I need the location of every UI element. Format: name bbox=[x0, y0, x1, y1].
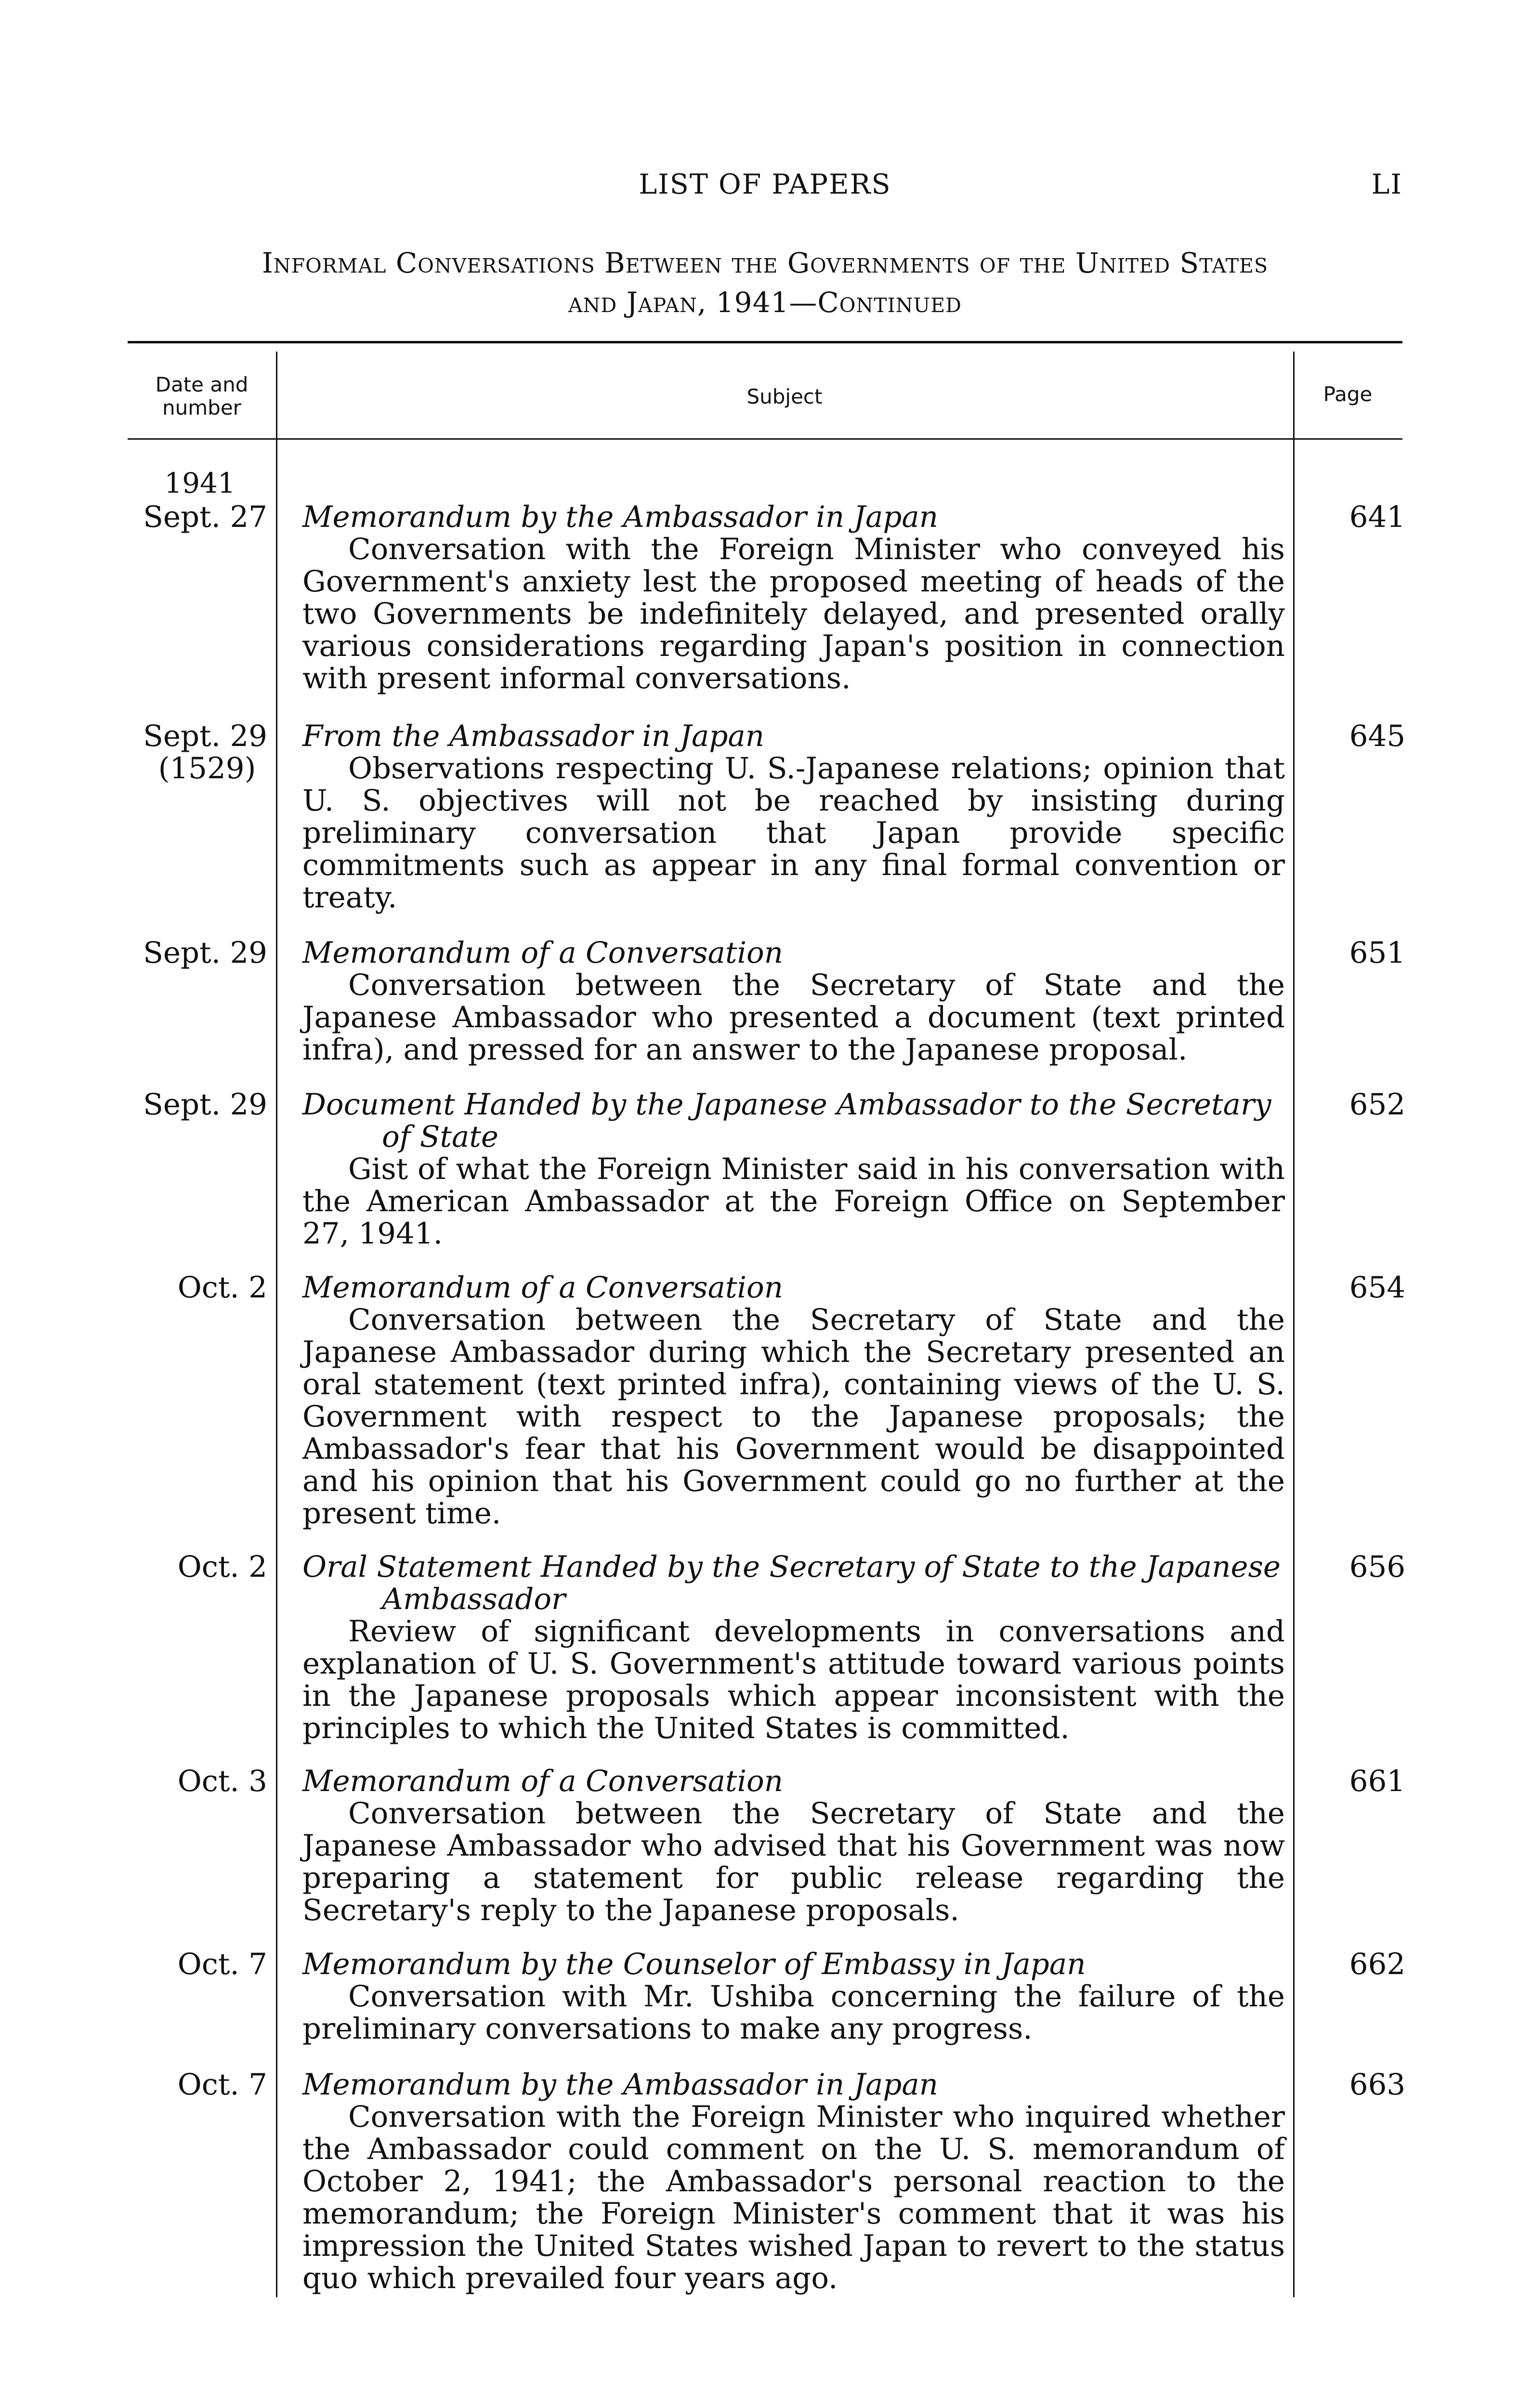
entry-description: Conversation with Mr. Ushiba concerning the failure of the preliminary conversations to make any progress. bbox=[302, 1979, 1285, 2046]
entry-title: Memorandum of a Conversation bbox=[302, 1270, 784, 1305]
entry-date bbox=[128, 501, 267, 533]
entry-description: Conversation with the Foreign Minister who inquired whether the Ambassador could comment on the U. S. memorandum of October 2, 1941; the Ambassador's personal reaction to the memorandum; the Foreign Minister's comment that it was his impression the United States wished Japan to revert to the status quo which prevailed four years ago. bbox=[302, 2100, 1285, 2295]
entry-date bbox=[128, 2068, 267, 2101]
entry-description: Conversation between the Secretary of State and the Japanese Ambassador during which the Secretary presented an oral statement (text printed infra), containing views of the U. S. Government with respect to the Japanese proposals; the Ambassador's fear that his Government would be disappointed and his opinion that his Government could go no further at the present time. bbox=[302, 1303, 1285, 1531]
entry-page: 645 bbox=[1349, 719, 1406, 753]
entry-title-line-2: of State bbox=[382, 1120, 498, 1154]
entry-title bbox=[302, 1551, 1285, 1615]
entry-date bbox=[128, 1948, 267, 1980]
entry-date-text: Oct. 3 bbox=[177, 1764, 267, 1798]
entry-date bbox=[128, 1271, 267, 1304]
column-header-subject: Subject bbox=[746, 385, 823, 408]
column-header-page: Page bbox=[1323, 382, 1373, 406]
entry-page: 661 bbox=[1349, 1764, 1406, 1798]
section-title bbox=[128, 243, 1402, 322]
entry-date-text: Oct. 2 bbox=[177, 1270, 267, 1305]
entry-description: Observations respecting U. S.-Japanese relations; opinion that U. S. objectives will not be reached by insisting during preliminary conversation that Japan provide specific commitments such as appear in any final formal convention or treaty. bbox=[302, 751, 1285, 915]
entry-date-text: Oct. 2 bbox=[177, 1550, 267, 1584]
entry-description: Review of significant developments in conversations and explanation of U. S. Government's attitude toward various points in the Japanese proposals which appear inconsistent with the principles to which the United States is committed. bbox=[302, 1614, 1285, 1745]
entry-description: Conversation with the Foreign Minister who conveyed his Government's anxiety lest the proposed meeting of heads of the two Governments be indefinitely delayed, and presented orally various considerations regarding Japan's position in connection with present informal conversations. bbox=[302, 532, 1285, 695]
entry-title: Memorandum by the Ambassador in Japan bbox=[302, 2068, 939, 2102]
entry-page: 652 bbox=[1349, 1087, 1406, 1122]
entry-page: 663 bbox=[1349, 2068, 1406, 2102]
entry-title: Memorandum by the Ambassador in Japan bbox=[302, 500, 939, 534]
column-divider-left bbox=[276, 352, 277, 2297]
page-number: LI bbox=[1371, 169, 1402, 200]
table-header-rule bbox=[128, 438, 1402, 440]
entry-page: 651 bbox=[1349, 936, 1406, 970]
entry-page: 656 bbox=[1349, 1550, 1406, 1584]
entry-title bbox=[302, 1088, 1285, 1153]
entry-page: 654 bbox=[1349, 1270, 1406, 1305]
entry-date-text: Oct. 7 bbox=[177, 1947, 267, 1981]
entry-date bbox=[128, 937, 267, 969]
column-divider-right bbox=[1293, 352, 1295, 2297]
entry-date-text: Sept. 29 bbox=[143, 936, 267, 970]
entry-date-text: Sept. 29 bbox=[143, 719, 267, 753]
entry-title: From the Ambassador in Japan bbox=[302, 719, 765, 753]
running-title: LIST OF PAPERS bbox=[639, 169, 891, 200]
section-title-line-1: Informal Conversations Between the Governments of the United States bbox=[262, 247, 1269, 279]
entry-date bbox=[128, 720, 267, 785]
entry-number: (1529) bbox=[158, 751, 256, 785]
entry-date-text: Sept. 27 bbox=[143, 500, 267, 534]
entry-page: 641 bbox=[1349, 500, 1406, 534]
entry-title-line-1: Document Handed by the Japanese Ambassador to the Secretary bbox=[302, 1087, 1271, 1122]
entry-title: Memorandum of a Conversation bbox=[302, 936, 784, 970]
entry-description: Conversation between the Secretary of State and the Japanese Ambassador who advised that his Government was now preparing a statement for public release regarding the Secretary's reply to the Japanese proposals. bbox=[302, 1796, 1285, 1927]
year-label: 1941 bbox=[164, 467, 236, 499]
entry-title: Memorandum of a Conversation bbox=[302, 1764, 784, 1798]
section-title-line-2: and Japan, 1941—Continued bbox=[568, 286, 962, 319]
column-header-date: Date and number bbox=[155, 373, 249, 419]
entry-date-text: Sept. 29 bbox=[143, 1087, 267, 1122]
table-top-rule bbox=[128, 341, 1402, 343]
entry-date bbox=[128, 1088, 267, 1121]
entry-description: Conversation between the Secretary of State and the Japanese Ambassador who presented a document (text printed infra), and pressed for an answer to the Japanese proposal. bbox=[302, 968, 1285, 1067]
entry-date-text: Oct. 7 bbox=[177, 2068, 267, 2102]
entry-title-line-2: Ambassador bbox=[382, 1582, 566, 1616]
entry-page: 662 bbox=[1349, 1947, 1406, 1981]
entry-description: Gist of what the Foreign Minister said in his conversation with the American Ambassador at the Foreign Office on September 27, 1941. bbox=[302, 1152, 1285, 1251]
entry-title: Memorandum by the Counselor of Embassy in Japan bbox=[302, 1947, 1086, 1981]
entry-title-line-1: Oral Statement Handed by the Secretary of State to the Japanese bbox=[302, 1550, 1281, 1584]
entry-date bbox=[128, 1765, 267, 1797]
entry-date bbox=[128, 1551, 267, 1583]
